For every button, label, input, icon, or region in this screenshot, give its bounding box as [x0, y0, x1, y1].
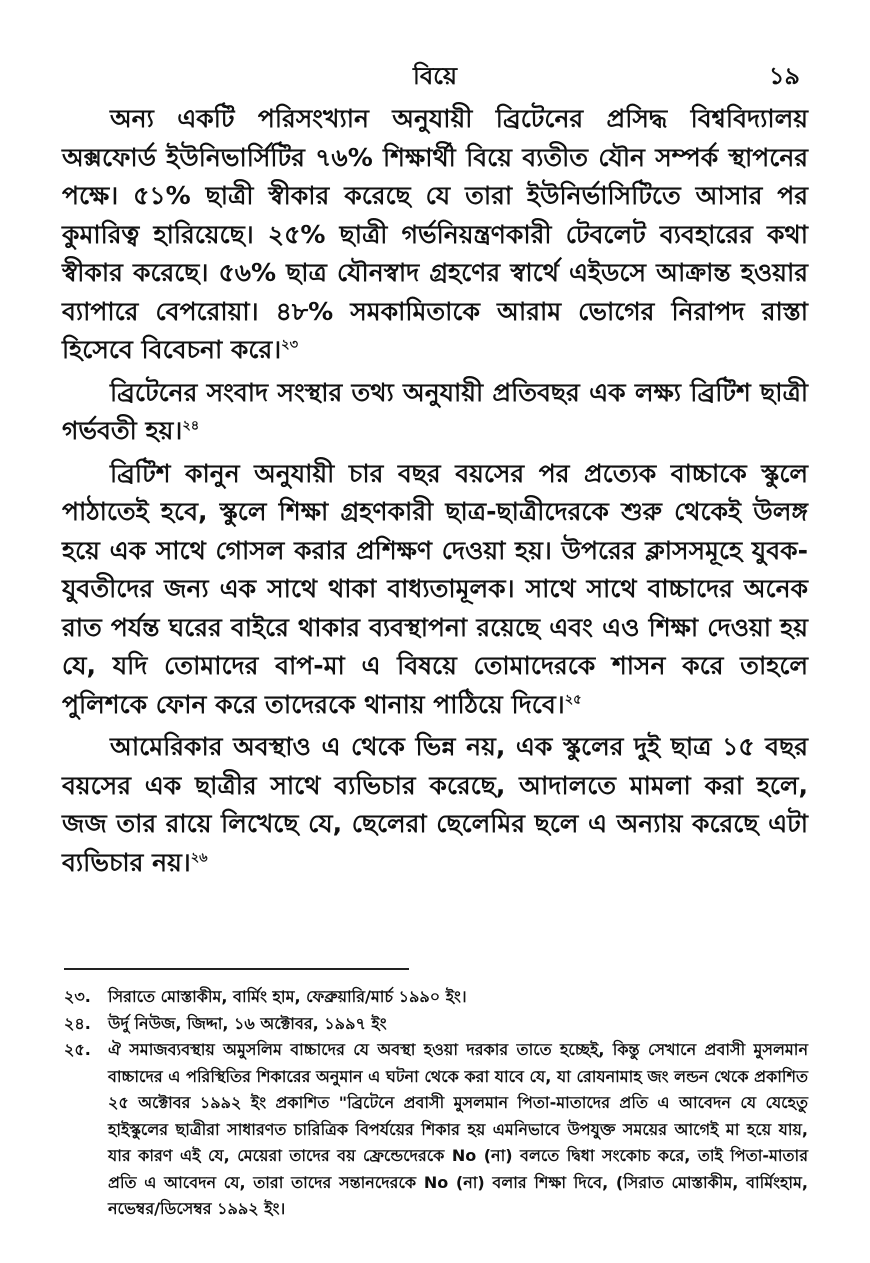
footnote-item	[64, 1037, 808, 1223]
paragraph	[62, 728, 808, 882]
paragraph	[62, 455, 808, 725]
footnote-reference: ২৫	[564, 692, 582, 708]
footnote-separator	[64, 968, 409, 970]
footnote-item	[64, 1011, 808, 1038]
page-header	[60, 58, 810, 94]
paragraph-text: ব্রিটিশ কানুন অনুযায়ী চার বছর বয়সের পর প্রত্যেক বাচ্চাকে স্কুলে পাঠাতেই হবে, স্কুলে শিক্ষা গ্রহণকারী ছাত্র-ছাত্রীদেরকে শুরু থেকেই উলঙ্গ হয়ে এক সাথে গোসল করার প্রশিক্ষণ দেওয়া হয়। উপরের ক্লাসসমূহে যুবক-যুবতীদের জন্য এক সাথে থাকা বাধ্যতামূলক। সাথে সাথে বাচ্চাদের অনেক রাত পর্যন্ত ঘরের বাইরে থাকার ব্যবস্থাপনা রয়েছে এবং এও শিক্ষা দেওয়া হয় যে, যদি তোমাদের বাপ-মা এ বিষয়ে তোমাদেরকে শাসন করে তাহলে পুলিশকে ফোন করে তাদেরকে থানায় পাঠিয়ে দিবে।	[62, 458, 808, 719]
paragraph	[62, 100, 808, 370]
footnote-number: ২৩.	[64, 987, 91, 1006]
footnotes	[64, 984, 808, 1223]
footnote-number: ২৪.	[64, 1013, 91, 1033]
page-number: ১৯	[768, 62, 800, 90]
footnote-text: সিরাতে মোস্তাকীম, বার্মিং হাম, ফেব্রুয়ারি/মার্চ ১৯৯০ ইং।	[108, 987, 467, 1006]
footnote-text: উর্দু নিউজ, জিদ্দা, ১৬ অক্টোবর, ১৯৯৭ ইং	[108, 1013, 387, 1033]
footnote-reference: ২৬	[190, 850, 208, 866]
footnote-text: ঐ সমাজব্যবস্থায় অমুসলিম বাচ্চাদের যে অবস্থা হওয়া দরকার তাতে হচ্ছেই, কিন্তু সেখানে প্রবাসী মুসলমান বাচ্চাদের এ পরিস্থিতির শিকারের অনুমান এ ঘটনা থেকে করা যাবে যে, যা রোযনামাহ জং লন্ডন থেকে প্রকাশিত ২৫ অক্টোবর ১৯৯২ ইং প্রকাশিত "ব্রিটেনে প্রবাসী মুসলমান পিতা-মাতাদের প্রতি এ আবেদন যে যেহেতু হাইস্কুলের ছাত্রীরা সাধারণত চারিত্রিক বিপর্যয়ের শিকার হয় এমনিভাবে উপযুক্ত সময়ের আগেই মা হয়ে যায়, যার কারণ এই যে, মেয়েরা তাদের বয় ফ্রেন্ডেদেরকে No (না) বলতে দ্বিধা সংকোচ করে, তাই পিতা-মাতার প্রতি এ আবেদন যে, তারা তাদের সন্তানদেরকে No (না) বলার শিক্ষা দিবে, (সিরাত মোস্তাকীম, বার্মিংহাম, নভেম্বর/ডিসেম্বর ১৯৯২ ইং।	[108, 1040, 808, 1218]
paragraph-text: অন্য একটি পরিসংখ্যান অনুযায়ী ব্রিটেনের প্রসিদ্ধ বিশ্ববিদ্যালয় অক্সফোর্ড ইউনিভার্সিটির ৭৬% শিক্ষার্থী বিয়ে ব্যতীত যৌন সম্পর্ক স্থাপনের পক্ষে। ৫১% ছাত্রী স্বীকার করেছে যে তারা ইউনির্ভাসিটিতে আসার পর কুমারিত্ব হারিয়েছে। ২৫% ছাত্রী গর্ভনিয়ন্ত্রণকারী টেবলেট ব্যবহারের কথা স্বীকার করেছে। ৫৬% ছাত্র যৌনস্বাদ গ্রহণের স্বার্থে এইডসে আক্রান্ত হওয়ার ব্যাপারে বেপরোয়া। ৪৮% সমকামিতাকে আরাম ভোগের নিরাপদ রাস্তা হিসেবে বিবেচনা করে।	[62, 104, 808, 364]
body-text	[62, 100, 808, 886]
paragraph	[62, 374, 808, 451]
paragraph-text: ব্রিটেনের সংবাদ সংস্থার তথ্য অনুযায়ী প্রতিবছর এক লক্ষ্য ব্রিটিশ ছাত্রী গর্ভবতী হয়।	[62, 377, 808, 445]
footnote-reference: ২৪	[182, 418, 200, 434]
footnote-number: ২৫.	[64, 1040, 91, 1059]
running-title: বিয়ে	[412, 62, 457, 90]
footnote-reference: ২৩	[281, 337, 299, 353]
paragraph-text: আমেরিকার অবস্থাও এ থেকে ভিন্ন নয়, এক স্কুলের দুই ছাত্র ১৫ বছর বয়সের এক ছাত্রীর সাথে ব্যভিচার করেছে, আদালতে মামলা করা হলে, জজ তার রায়ে লিখেছে যে, ছেলেরা ছেলেমির ছলে এ অন্যায় করেছে এটা ব্যভিচার নয়।	[62, 732, 808, 877]
footnote-item	[64, 984, 808, 1011]
